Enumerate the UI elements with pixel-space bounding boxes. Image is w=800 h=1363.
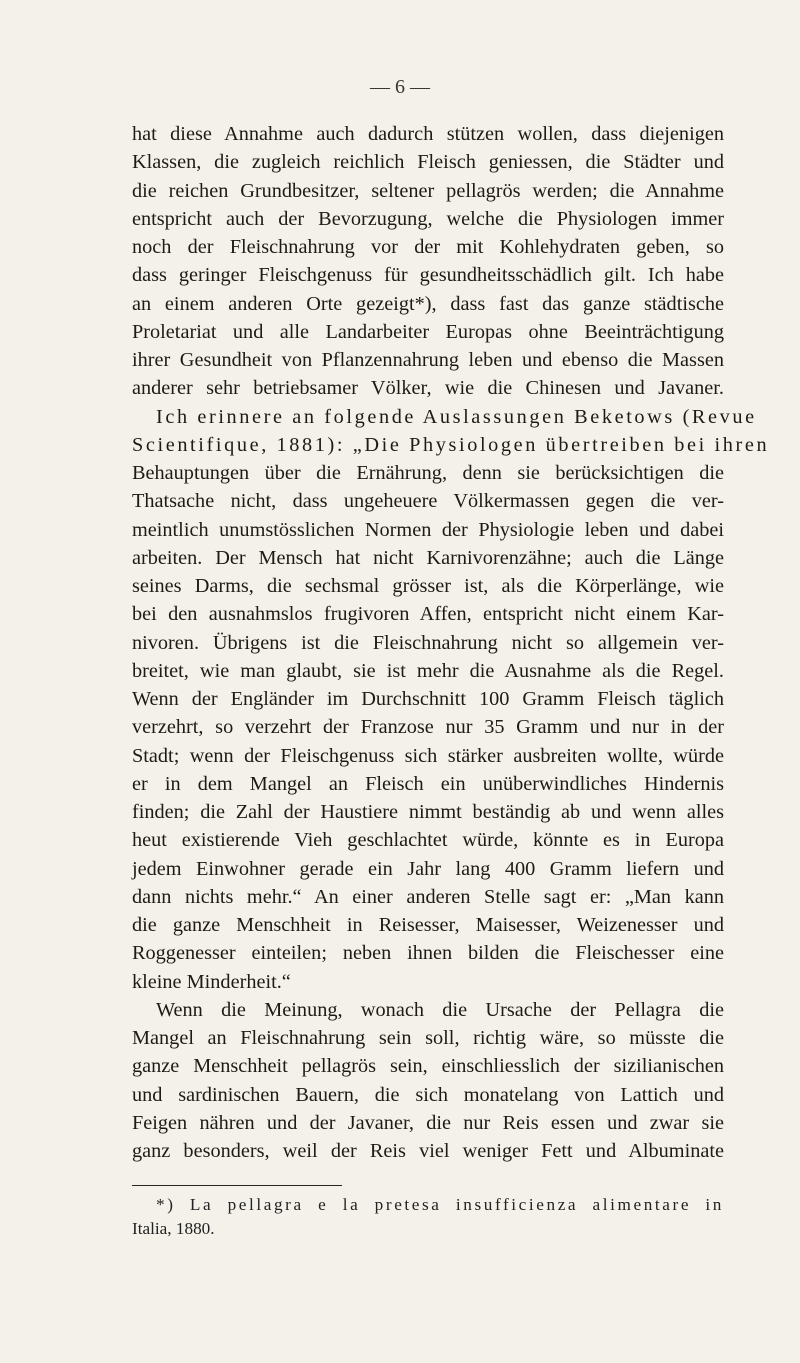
- text-line: Ich erinnere an folgende Auslassungen Beketows (Revue: [156, 405, 757, 428]
- text-line: bei den ausnahmslos frugivoren Affen, entspricht nicht einem Kar-: [132, 603, 724, 626]
- text-line: Klassen, die zugleich reichlich Fleisch geniessen, die Städter und: [132, 151, 724, 174]
- page-number: — 6 —: [370, 76, 430, 98]
- text-line: arbeiten. Der Mensch hat nicht Karnivorenzähne; auch die Länge: [132, 546, 724, 569]
- text-line: jedem Einwohner gerade ein Jahr lang 400 Gramm liefern und: [132, 857, 724, 880]
- text-line: Proletariat und alle Landarbeiter Europas ohne Beeinträchtigung: [132, 320, 724, 343]
- text-line: an einem anderen Orte gezeigt*), dass fast das ganze städtische: [132, 292, 724, 315]
- text-line: die ganze Menschheit in Reisesser, Maisesser, Weizenesser und: [132, 914, 724, 936]
- text-line: Stadt; wenn der Fleischgenuss sich stärker ausbreiten wollte, würde: [132, 744, 724, 767]
- text-line: dann nichts mehr.“ An einer anderen Stelle sagt er: „Man kann: [132, 885, 724, 908]
- text-line: und sardinischen Bauern, die sich monatelang von Lattich und: [132, 1083, 724, 1106]
- body-text: [132, 120, 770, 1165]
- text-line: Thatsache nicht, dass ungeheuere Völkermassen gegen die ver-: [132, 490, 724, 513]
- text-line: ganz besonders, weil der Reis viel weniger Fett und Albuminate: [132, 1140, 724, 1162]
- text-line: ihrer Gesundheit von Pflanzennahrung leben und ebenso die Massen: [132, 349, 724, 371]
- text-line: nivoren. Übrigens ist die Fleischnahrung nicht so allgemein ver-: [132, 631, 724, 654]
- text-line: noch der Fleischnahrung vor der mit Kohlehydraten geben, so: [132, 236, 724, 258]
- footnote-line: Italia, 1880.: [132, 1219, 215, 1238]
- footnote-line: *) La pellagra e la pretesa insufficienza alimentare in: [156, 1195, 724, 1214]
- text-line: seines Darms, die sechsmal grösser ist, als die Körperlänge, wie: [132, 575, 724, 597]
- footnote: [132, 1193, 724, 1241]
- text-line: heut existierende Vieh geschlachtet würde, könnte es in Europa: [132, 829, 724, 852]
- text-line: Mangel an Fleischnahrung sein soll, richtig wäre, so müsste die: [132, 1027, 724, 1049]
- text-line: Scientifique, 1881): „Die Physiologen übertreiben bei ihren: [132, 433, 770, 456]
- text-line: Roggenesser einteilen; neben ihnen bilden die Fleischesser eine: [132, 942, 724, 965]
- footnote-divider: [132, 1185, 342, 1186]
- text-line: er in dem Mangel an Fleisch ein unüberwindliches Hindernis: [132, 772, 724, 795]
- text-line: Feigen nähren und der Javaner, die nur Reis essen und zwar sie: [132, 1111, 724, 1134]
- text-line: ganze Menschheit pellagrös sein, einschliesslich der sizilianischen: [132, 1055, 724, 1078]
- text-line: entspricht auch der Bevorzugung, welche die Physiologen immer: [132, 207, 724, 230]
- text-line: Wenn der Engländer im Durchschnitt 100 Gramm Fleisch täglich: [132, 688, 724, 710]
- text-line: kleine Minderheit.“: [132, 970, 291, 993]
- text-line: anderer sehr betriebsamer Völker, wie die Chinesen und Javaner.: [132, 377, 724, 400]
- text-line: dass geringer Fleischgenuss für gesundheitsschädlich gilt. Ich habe: [132, 264, 724, 287]
- text-line: meintlich unumstösslichen Normen der Physiologie leben und dabei: [132, 518, 724, 541]
- text-line: breitet, wie man glaubt, sie ist mehr die Ausnahme als die Regel.: [132, 659, 724, 682]
- text-line: die reichen Grundbesitzer, seltener pellagrös werden; die Annahme: [132, 179, 724, 202]
- text-line: hat diese Annahme auch dadurch stützen wollen, dass diejenigen: [132, 123, 724, 145]
- text-line: finden; die Zahl der Haustiere nimmt beständig ab und wenn alles: [132, 801, 724, 823]
- text-line: Wenn die Meinung, wonach die Ursache der Pellagra die: [156, 998, 724, 1021]
- text-line: verzehrt, so verzehrt der Franzose nur 35 Gramm und nur in der: [132, 716, 724, 739]
- text-line: Behauptungen über die Ernährung, denn sie berücksichtigen die: [132, 462, 724, 484]
